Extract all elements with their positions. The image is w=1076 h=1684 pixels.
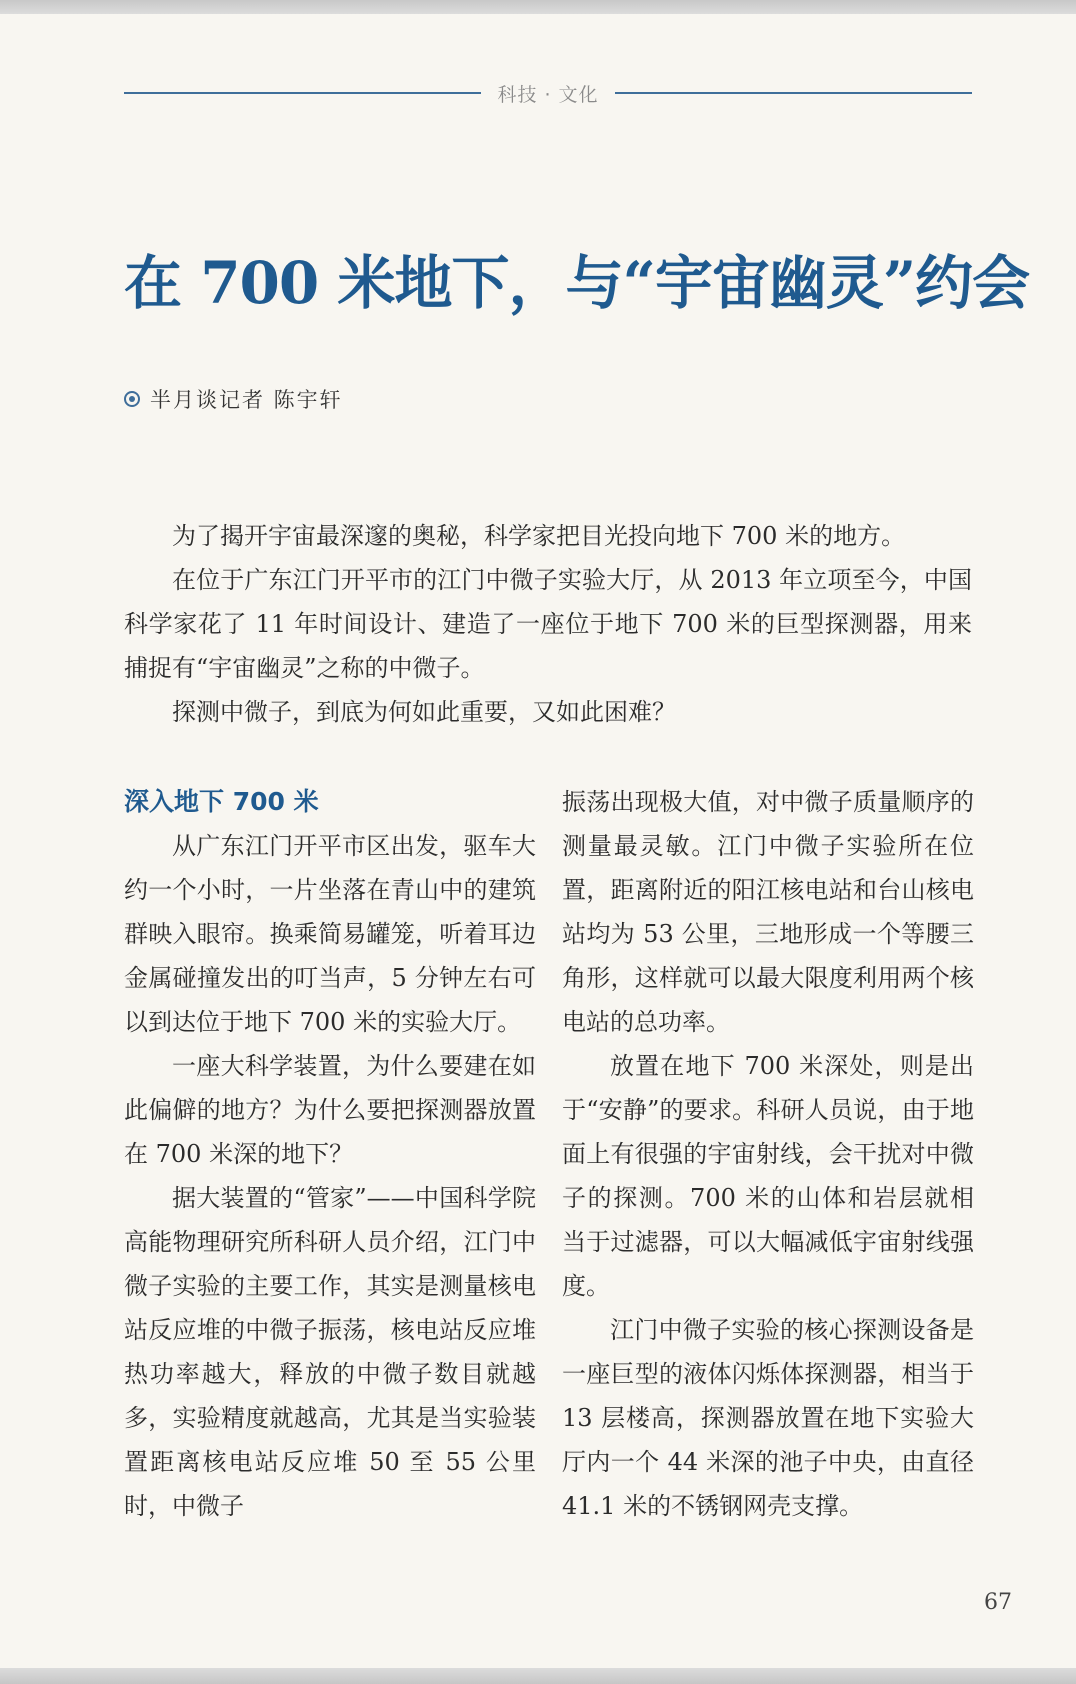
article-intro xyxy=(124,514,972,734)
body-paragraph: 江门中微子实验的核心探测设备是一座巨型的液体闪烁体探测器，相当于 13 层楼高，探测器放置在地下实验大厅内一个 44 米深的池子中央，由直径 41.1 米的不锈钢网壳支撑。 xyxy=(562,1316,974,1520)
intro-paragraph: 探测中微子，到底为何如此重要，又如此困难？ xyxy=(172,698,676,726)
byline-text: 半月谈记者 陈宇轩 xyxy=(150,388,343,412)
section-heading: 深入地下 700 米 xyxy=(124,787,319,816)
header-rule-left xyxy=(124,92,481,94)
body-paragraph: 据大装置的“管家”——中国科学院高能物理研究所科研人员介绍，江门中微子实验的主要工作，其实是测量核电站反应堆的中微子振荡，核电站反应堆热功率越大，释放的中微子数目就越多，实验精度就越高，尤其是当实验装置距离核电站反应堆 50 至 55 公里时，中微子 xyxy=(124,1184,536,1520)
left-column xyxy=(124,780,536,1528)
right-column xyxy=(562,780,974,1528)
byline xyxy=(124,384,343,414)
header-rule-right xyxy=(615,92,972,94)
screen-bottom-edge xyxy=(0,1668,1076,1684)
magazine-page xyxy=(0,14,1076,1668)
body-paragraph: 放置在地下 700 米深处，则是出于“安静”的要求。科研人员说，由于地面上有很强的宇宙射线，会干扰对中微子的探测。700 米的山体和岩层就相当于过滤器，可以大幅减低宇宙射线强度。 xyxy=(562,1052,974,1300)
body-paragraph: 从广东江门开平市区出发，驱车大约一个小时，一片坐落在青山中的建筑群映入眼帘。换乘简易罐笼，听着耳边金属碰撞发出的叮当声，5 分钟左右可以到达位于地下 700 米的实验大厅。 xyxy=(124,832,536,1036)
section-label: 科技 · 文化 xyxy=(497,83,599,106)
intro-paragraph: 在位于广东江门开平市的江门中微子实验大厅，从 2013 年立项至今，中国科学家花了 11 年时间设计、建造了一座位于地下 700 米的巨型探测器，用来捕捉有“宇宙幽灵”之称的中微子。 xyxy=(124,566,972,682)
intro-paragraph: 为了揭开宇宙最深邃的奥秘，科学家把目光投向地下 700 米的地方。 xyxy=(172,522,906,550)
article-title: 在 700 米地下，与“宇宙幽灵”约会 xyxy=(124,249,1030,317)
byline-bullet-icon xyxy=(124,391,140,407)
body-paragraph: 一座大科学装置，为什么要建在如此偏僻的地方？为什么要把探测器放置在 700 米深的地下？ xyxy=(124,1052,536,1168)
section-header xyxy=(124,78,972,108)
body-paragraph-continued: 振荡出现极大值，对中微子质量顺序的测量最灵敏。江门中微子实验所在位置，距离附近的阳江核电站和台山核电站均为 53 公里，三地形成一个等腰三角形，这样就可以最大限度利用两个核电站的总功率。 xyxy=(562,788,974,1036)
screen-top-edge xyxy=(0,0,1076,14)
page-number: 67 xyxy=(984,1590,1012,1615)
